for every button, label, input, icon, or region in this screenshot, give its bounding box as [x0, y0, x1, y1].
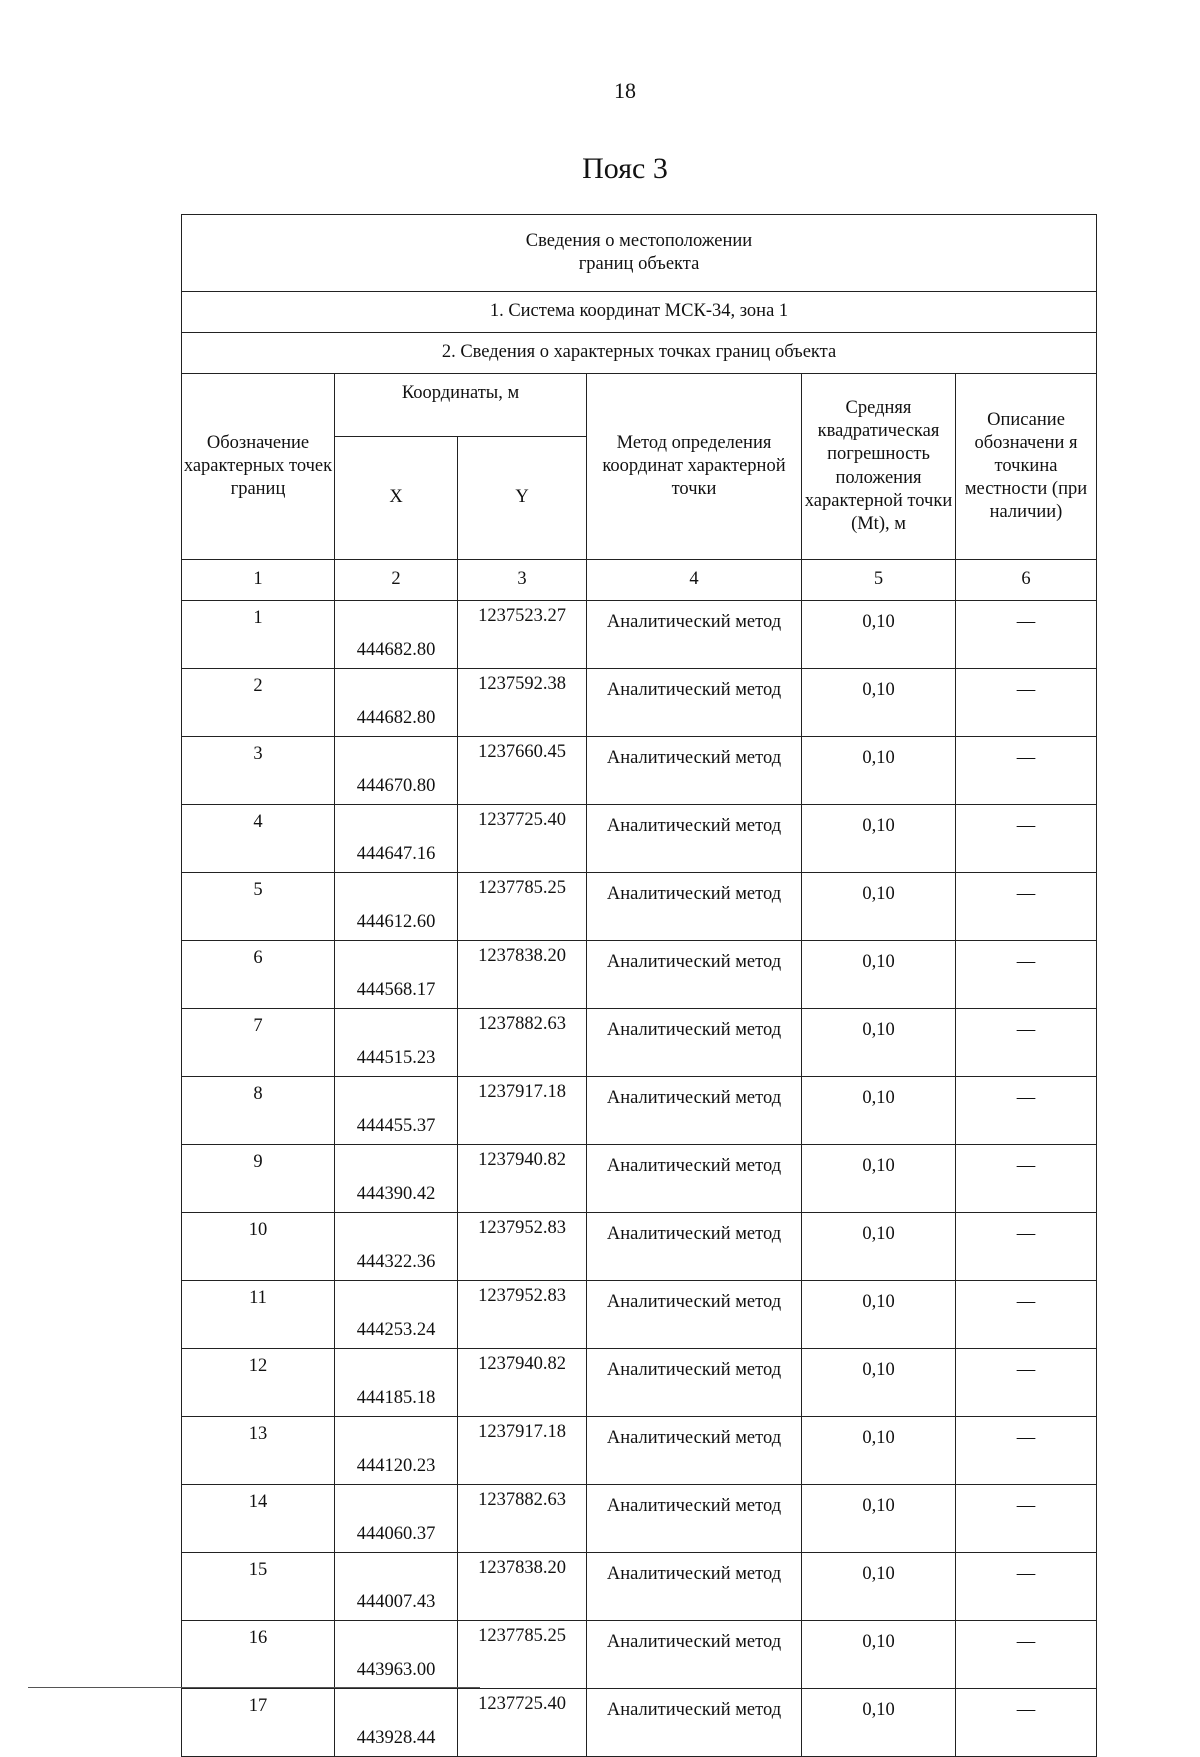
- error-cell: 0,10: [802, 1077, 956, 1145]
- section-row: [182, 333, 1097, 374]
- y-cell: 1237940.82: [458, 1349, 587, 1417]
- footer-rule: [28, 1687, 480, 1688]
- point-cell: 16: [182, 1621, 335, 1689]
- table-title-line2: границ объекта: [578, 254, 700, 274]
- boundary-points-table: [181, 214, 1097, 1757]
- x-cell: 444670.80: [335, 737, 458, 805]
- error-cell: 0,10: [802, 873, 956, 941]
- table-row: [182, 601, 1097, 669]
- x-cell: 444060.37: [335, 1485, 458, 1553]
- y-cell: 1237523.27: [458, 601, 587, 669]
- table-row: [182, 1077, 1097, 1145]
- error-cell: 0,10: [802, 601, 956, 669]
- error-cell: 0,10: [802, 1213, 956, 1281]
- error-cell: 0,10: [802, 1621, 956, 1689]
- x-cell: 444185.18: [335, 1349, 458, 1417]
- x-cell: 444515.23: [335, 1009, 458, 1077]
- table-title: [182, 215, 1097, 292]
- section-heading: 2. Сведения о характерных точках границ объекта: [182, 333, 1097, 374]
- description-cell: —: [956, 1621, 1097, 1689]
- table-row: [182, 1349, 1097, 1417]
- error-cell: 0,10: [802, 805, 956, 873]
- error-cell: 0,10: [802, 941, 956, 1009]
- table-row: [182, 1213, 1097, 1281]
- y-cell: 1237725.40: [458, 1689, 587, 1757]
- table-row: [182, 1553, 1097, 1621]
- column-number: 5: [802, 560, 956, 601]
- point-cell: 8: [182, 1077, 335, 1145]
- description-cell: —: [956, 1349, 1097, 1417]
- method-cell: Аналитический метод: [587, 1009, 802, 1077]
- point-cell: 2: [182, 669, 335, 737]
- x-cell: 444390.42: [335, 1145, 458, 1213]
- header-y: Y: [458, 437, 587, 560]
- description-cell: —: [956, 1417, 1097, 1485]
- x-cell: 444120.23: [335, 1417, 458, 1485]
- column-number: 1: [182, 560, 335, 601]
- table-row: [182, 669, 1097, 737]
- y-cell: 1237882.63: [458, 1485, 587, 1553]
- table-row: [182, 873, 1097, 941]
- y-cell: 1237917.18: [458, 1077, 587, 1145]
- zone-title: Пояс 3: [582, 152, 668, 185]
- y-cell: 1237952.83: [458, 1213, 587, 1281]
- table-row: [182, 941, 1097, 1009]
- point-cell: 1: [182, 601, 335, 669]
- method-cell: Аналитический метод: [587, 1485, 802, 1553]
- error-cell: 0,10: [802, 1009, 956, 1077]
- y-cell: 1237838.20: [458, 941, 587, 1009]
- method-cell: Аналитический метод: [587, 1213, 802, 1281]
- point-cell: 5: [182, 873, 335, 941]
- y-cell: 1237882.63: [458, 1009, 587, 1077]
- description-cell: —: [956, 1689, 1097, 1757]
- error-cell: 0,10: [802, 1281, 956, 1349]
- description-cell: —: [956, 805, 1097, 873]
- header-coords: Координаты, м: [335, 374, 587, 437]
- description-cell: —: [956, 1009, 1097, 1077]
- method-cell: Аналитический метод: [587, 1077, 802, 1145]
- error-cell: 0,10: [802, 1689, 956, 1757]
- description-cell: —: [956, 1145, 1097, 1213]
- error-cell: 0,10: [802, 1485, 956, 1553]
- method-cell: Аналитический метод: [587, 1689, 802, 1757]
- column-number: 3: [458, 560, 587, 601]
- coordinate-system-row: [182, 292, 1097, 333]
- column-number-row: [182, 560, 1097, 601]
- method-cell: Аналитический метод: [587, 873, 802, 941]
- method-cell: Аналитический метод: [587, 1621, 802, 1689]
- description-cell: —: [956, 1281, 1097, 1349]
- point-cell: 6: [182, 941, 335, 1009]
- table-row: [182, 1621, 1097, 1689]
- x-cell: 444612.60: [335, 873, 458, 941]
- y-cell: 1237592.38: [458, 669, 587, 737]
- y-cell: 1237725.40: [458, 805, 587, 873]
- method-cell: Аналитический метод: [587, 1417, 802, 1485]
- header-row-1: [182, 374, 1097, 437]
- y-cell: 1237917.18: [458, 1417, 587, 1485]
- table-row: [182, 1689, 1097, 1757]
- description-cell: —: [956, 669, 1097, 737]
- description-cell: —: [956, 1553, 1097, 1621]
- table-row: [182, 1145, 1097, 1213]
- method-cell: Аналитический метод: [587, 1349, 802, 1417]
- y-cell: 1237838.20: [458, 1553, 587, 1621]
- x-cell: 444647.16: [335, 805, 458, 873]
- table-row: [182, 1485, 1097, 1553]
- method-cell: Аналитический метод: [587, 601, 802, 669]
- table-title-line1: Сведения о местоположении: [525, 230, 753, 251]
- point-cell: 17: [182, 1689, 335, 1757]
- header-x: X: [335, 437, 458, 560]
- method-cell: Аналитический метод: [587, 1553, 802, 1621]
- description-cell: —: [956, 873, 1097, 941]
- y-cell: 1237940.82: [458, 1145, 587, 1213]
- y-cell: 1237952.83: [458, 1281, 587, 1349]
- y-cell: 1237785.25: [458, 1621, 587, 1689]
- column-number: 6: [956, 560, 1097, 601]
- point-cell: 7: [182, 1009, 335, 1077]
- table-row: [182, 1281, 1097, 1349]
- description-cell: —: [956, 737, 1097, 805]
- point-cell: 3: [182, 737, 335, 805]
- method-cell: Аналитический метод: [587, 941, 802, 1009]
- x-cell: 444253.24: [335, 1281, 458, 1349]
- page-number: 18: [614, 78, 636, 103]
- error-cell: 0,10: [802, 1349, 956, 1417]
- x-cell: 444568.17: [335, 941, 458, 1009]
- description-cell: —: [956, 601, 1097, 669]
- column-number: 2: [335, 560, 458, 601]
- x-cell: 443928.44: [335, 1689, 458, 1757]
- method-cell: Аналитический метод: [587, 1281, 802, 1349]
- error-cell: 0,10: [802, 669, 956, 737]
- error-cell: 0,10: [802, 1553, 956, 1621]
- header-point: Обозначение характерных точек границ: [182, 374, 335, 560]
- point-cell: 13: [182, 1417, 335, 1485]
- method-cell: Аналитический метод: [587, 669, 802, 737]
- table-title-row: [182, 215, 1097, 292]
- error-cell: 0,10: [802, 1145, 956, 1213]
- table-row: [182, 805, 1097, 873]
- description-cell: —: [956, 1213, 1097, 1281]
- error-cell: 0,10: [802, 1417, 956, 1485]
- x-cell: 444455.37: [335, 1077, 458, 1145]
- x-cell: 443963.00: [335, 1621, 458, 1689]
- x-cell: 444682.80: [335, 601, 458, 669]
- point-cell: 15: [182, 1553, 335, 1621]
- header-error: Средняя квадратическая погрешность положения характерной точки (Mt), м: [802, 374, 956, 560]
- description-cell: —: [956, 1485, 1097, 1553]
- x-cell: 444322.36: [335, 1213, 458, 1281]
- point-cell: 10: [182, 1213, 335, 1281]
- point-cell: 4: [182, 805, 335, 873]
- x-cell: 444007.43: [335, 1553, 458, 1621]
- table-row: [182, 1009, 1097, 1077]
- error-cell: 0,10: [802, 737, 956, 805]
- coordinate-system: 1. Система координат МСК-34, зона 1: [182, 292, 1097, 333]
- header-method: Метод определения координат характерной точки: [587, 374, 802, 560]
- method-cell: Аналитический метод: [587, 1145, 802, 1213]
- table-row: [182, 737, 1097, 805]
- method-cell: Аналитический метод: [587, 805, 802, 873]
- column-number: 4: [587, 560, 802, 601]
- y-cell: 1237785.25: [458, 873, 587, 941]
- point-cell: 14: [182, 1485, 335, 1553]
- description-cell: —: [956, 1077, 1097, 1145]
- table-row: [182, 1417, 1097, 1485]
- point-cell: 12: [182, 1349, 335, 1417]
- method-cell: Аналитический метод: [587, 737, 802, 805]
- x-cell: 444682.80: [335, 669, 458, 737]
- description-cell: —: [956, 941, 1097, 1009]
- header-description: Описание обозначени я точкина местности (при наличии): [956, 374, 1097, 560]
- point-cell: 11: [182, 1281, 335, 1349]
- point-cell: 9: [182, 1145, 335, 1213]
- y-cell: 1237660.45: [458, 737, 587, 805]
